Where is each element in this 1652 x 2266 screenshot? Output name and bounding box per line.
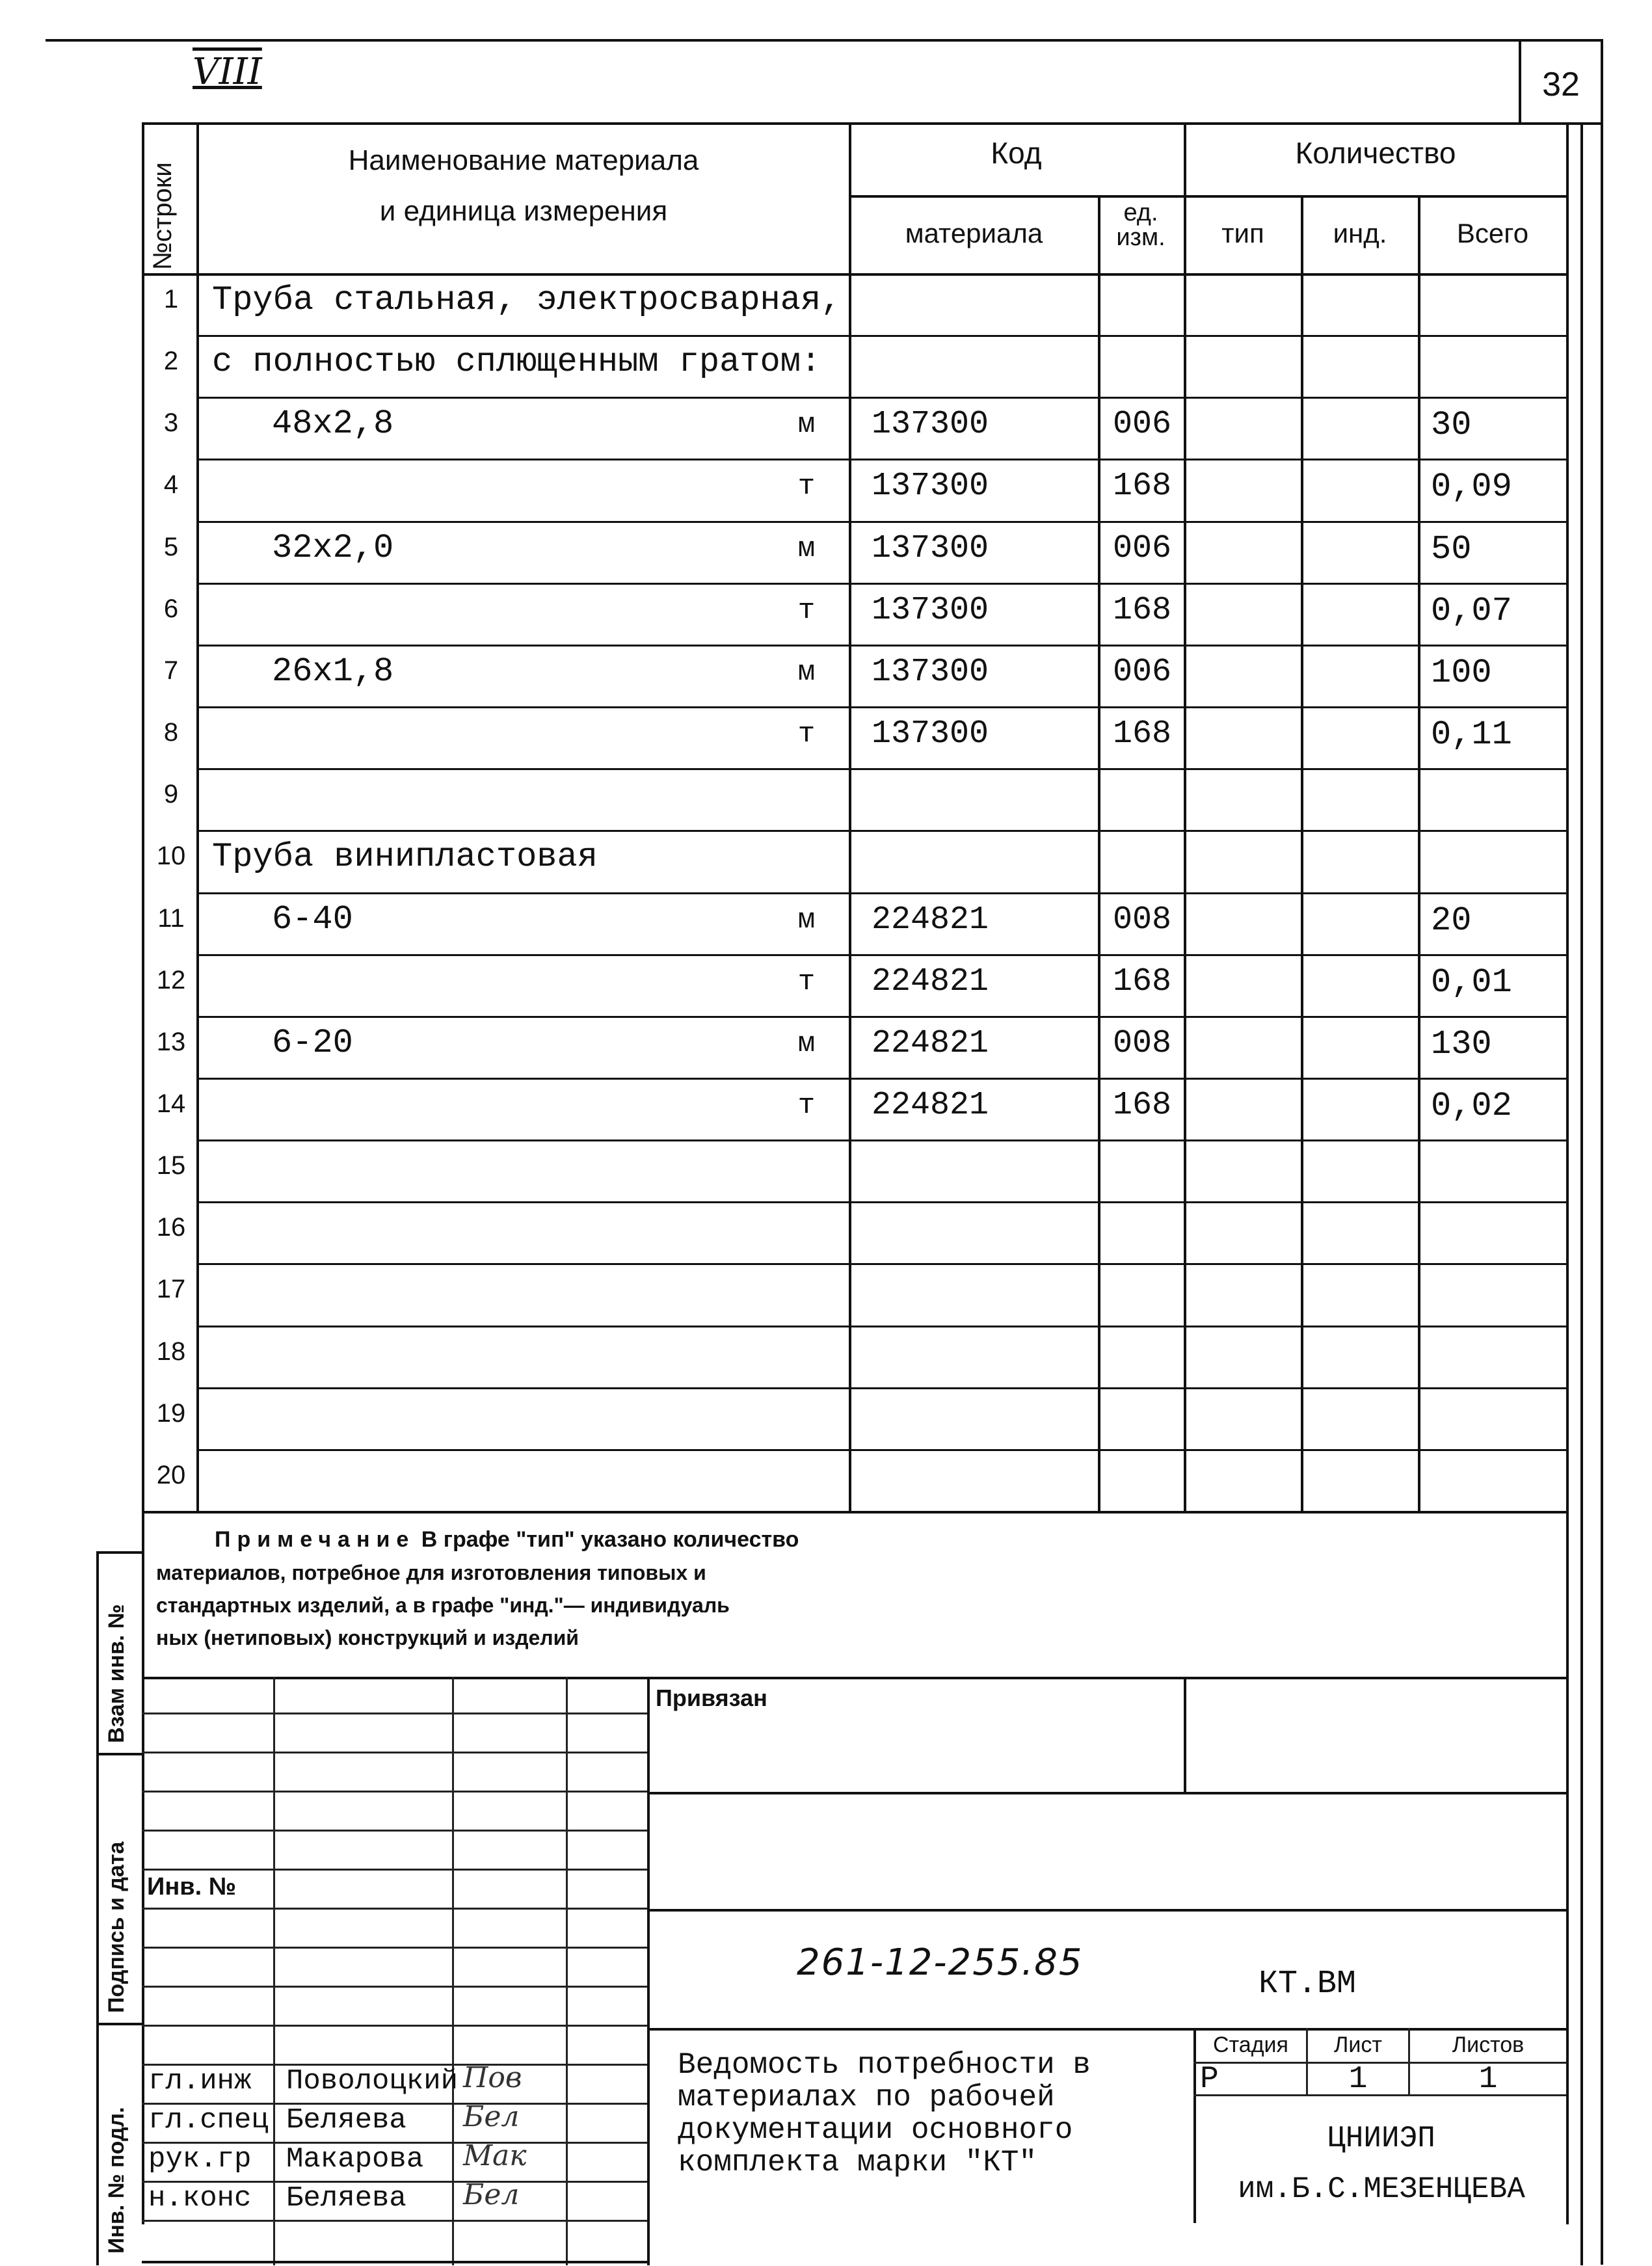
row-number: 14 xyxy=(156,1089,186,1118)
row-number: 2 xyxy=(163,347,179,375)
unit-code: 008 xyxy=(1112,901,1171,939)
right-border xyxy=(1601,40,1603,2265)
row-separator xyxy=(196,583,1566,585)
signer-role: рук.гр xyxy=(148,2143,252,2176)
unit-code: 008 xyxy=(1112,1025,1171,1062)
note-line-3: стандартных изделий, а в графе "инд."— индивидуаль xyxy=(156,1593,730,1617)
unit-code: 168 xyxy=(1112,715,1171,753)
row-number: 12 xyxy=(156,966,186,994)
grid-line xyxy=(142,2220,647,2222)
grid-line xyxy=(142,1947,647,1949)
grid-line xyxy=(452,1677,454,2265)
title-line xyxy=(647,1909,1566,1912)
total-quantity: 0,11 xyxy=(1431,715,1512,754)
row-number: 11 xyxy=(157,904,185,933)
grid-line xyxy=(142,1791,647,1793)
grid-line xyxy=(142,1986,647,1988)
note-lead: Примечание xyxy=(215,1527,416,1552)
material-code: 224821 xyxy=(872,1025,989,1062)
row-separator xyxy=(196,1140,1566,1141)
row-separator xyxy=(196,954,1566,956)
row-number: 17 xyxy=(156,1275,186,1303)
total-quantity: 0,01 xyxy=(1431,963,1512,1002)
unit-of-measure: т xyxy=(797,470,816,503)
row-separator xyxy=(196,1326,1566,1327)
signer-role: гл.спец xyxy=(148,2104,269,2137)
total-header: Всего xyxy=(1456,218,1529,248)
material-name: 32х2,0 xyxy=(272,529,394,567)
unit-of-measure: т xyxy=(797,1089,816,1122)
unit-of-measure: т xyxy=(797,718,816,751)
stage-label: Стадия xyxy=(1213,2033,1288,2057)
signer-name: Беляева xyxy=(286,2104,406,2137)
name-header-1: Наименование материала xyxy=(348,144,699,176)
stage-value: Р xyxy=(1200,2062,1219,2097)
row-separator xyxy=(196,1449,1566,1451)
document-mark: КТ.ВМ xyxy=(1259,1966,1357,2003)
title-line-4: комплекта марки "КТ" xyxy=(678,2146,1037,2179)
col-line xyxy=(1418,195,1420,1511)
title-block-divider xyxy=(647,1677,650,2265)
inv-no-label: Инв. № xyxy=(147,1873,237,1900)
ind-header: инд. xyxy=(1333,218,1387,248)
material-name: Труба винипластовая xyxy=(212,838,598,876)
note-line-4: ных (нетиповых) конструкций и изделий xyxy=(156,1626,579,1649)
unit-code: 168 xyxy=(1112,1087,1171,1124)
sheets-value: 1 xyxy=(1478,2062,1498,2097)
privyazan-divider xyxy=(1184,1677,1186,1794)
col-line xyxy=(1098,195,1100,1511)
grid-line xyxy=(566,1677,568,2265)
material-name: 6-20 xyxy=(272,1024,353,1062)
document-number: 261-12-255.85 xyxy=(797,1941,1084,1984)
row-number: 10 xyxy=(156,842,186,870)
signature: Мак xyxy=(463,2139,527,2172)
unit-of-measure: м xyxy=(797,533,816,565)
note-text-1: В графе "тип" указано количество xyxy=(421,1527,799,1552)
title-line-2: материалах по рабочей xyxy=(678,2081,1055,2114)
unit-code: 006 xyxy=(1112,654,1171,691)
material-name: 26х1,8 xyxy=(272,652,394,691)
signer-role: гл.инж xyxy=(148,2065,252,2098)
document-title xyxy=(678,2049,1091,2179)
signer-name: Поволоцкий xyxy=(286,2065,459,2098)
row-number: 20 xyxy=(156,1461,186,1489)
organization-line-1: ЦНИИЭП xyxy=(1327,2122,1435,2155)
signature: Бел xyxy=(463,2100,520,2133)
grid-line xyxy=(142,1869,647,1871)
row-number-header: №строки xyxy=(148,162,177,270)
material-name: 6-40 xyxy=(272,900,353,939)
row-number: 15 xyxy=(156,1151,186,1180)
row-number: 1 xyxy=(163,285,179,313)
row-separator xyxy=(196,1016,1566,1018)
material-code: 137300 xyxy=(872,530,989,567)
grid-line xyxy=(273,1677,275,2265)
row-number: 6 xyxy=(163,594,179,623)
signer-name: Макарова xyxy=(286,2143,424,2176)
grid-line xyxy=(142,1752,647,1753)
stage-col-line xyxy=(1408,2028,1410,2094)
material-code: 137300 xyxy=(872,654,989,691)
title-line xyxy=(647,1792,1566,1794)
outer-right xyxy=(1580,122,1583,2265)
unit-of-measure: м xyxy=(797,408,816,441)
row-separator xyxy=(196,1078,1566,1080)
material-code: 137300 xyxy=(872,592,989,629)
row-number: 8 xyxy=(163,718,179,747)
total-quantity: 0,09 xyxy=(1431,468,1512,506)
row-separator xyxy=(196,335,1566,337)
side-strip-line xyxy=(96,2023,143,2025)
side-strip-left xyxy=(96,1551,99,2265)
grid-line xyxy=(142,1908,647,1910)
row-separator xyxy=(196,645,1566,646)
title-line xyxy=(1193,2028,1196,2223)
grid-line xyxy=(142,1713,647,1714)
vzam-inv-label: Взам инв. № xyxy=(104,1604,129,1743)
grid-line xyxy=(142,2025,647,2027)
sheet-label: Лист xyxy=(1334,2033,1382,2057)
material-code: 224821 xyxy=(872,963,989,1000)
album-mark: VIII xyxy=(193,51,262,93)
table-right xyxy=(1566,122,1569,2224)
material-code: 224821 xyxy=(872,1087,989,1124)
table-top xyxy=(142,122,1566,125)
material-name: 48х2,8 xyxy=(272,405,394,443)
total-quantity: 0,07 xyxy=(1431,592,1512,630)
stage-col-line xyxy=(1306,2028,1308,2094)
col-line xyxy=(1184,122,1186,1511)
row-separator xyxy=(196,706,1566,708)
podpis-data-label: Подпись и дата xyxy=(104,1841,129,2013)
signer-role: н.конс xyxy=(148,2182,252,2215)
sheet-value: 1 xyxy=(1348,2062,1368,2097)
unit-code: 006 xyxy=(1112,406,1171,443)
total-quantity: 50 xyxy=(1431,530,1472,568)
material-name: с полностью сплющенным гратом: xyxy=(212,343,821,381)
row-separator xyxy=(196,768,1566,770)
sheets-label: Листов xyxy=(1452,2033,1525,2057)
title-line-3: документации основного xyxy=(678,2113,1073,2147)
total-quantity: 100 xyxy=(1431,654,1492,692)
page-number: 32 xyxy=(1542,66,1580,103)
unit-code: 168 xyxy=(1112,963,1171,1000)
privyazan-label: Привязан xyxy=(656,1685,767,1711)
row-number: 13 xyxy=(156,1028,186,1056)
unit-code: 006 xyxy=(1112,530,1171,567)
row-separator xyxy=(196,521,1566,523)
material-code: 137300 xyxy=(872,468,989,505)
col-line xyxy=(849,122,851,1511)
unit-of-measure: м xyxy=(797,656,816,689)
material-code: 137300 xyxy=(872,406,989,443)
row-number: 18 xyxy=(156,1337,186,1366)
row-separator xyxy=(196,1201,1566,1203)
note-line-1 xyxy=(215,1527,799,1553)
title-block-bottom-left xyxy=(142,2261,649,2263)
col-line xyxy=(1301,195,1303,1511)
unit-of-measure: м xyxy=(797,904,816,937)
row-separator xyxy=(196,830,1566,832)
code-header: Код xyxy=(991,136,1042,170)
row-separator xyxy=(196,892,1566,894)
row-number: 5 xyxy=(163,533,179,561)
material-code: 137300 xyxy=(872,715,989,753)
total-quantity: 0,02 xyxy=(1431,1087,1512,1125)
material-name: Труба стальная, электросварная, xyxy=(212,281,842,319)
unit-of-measure: т xyxy=(797,966,816,998)
row-separator xyxy=(196,1263,1566,1265)
side-strip-line xyxy=(96,1551,143,1554)
name-header-2: и единица измерения xyxy=(379,195,668,227)
row-separator xyxy=(196,397,1566,399)
title-line xyxy=(647,2028,1566,2031)
material-header: материала xyxy=(905,218,1043,248)
row-number: 19 xyxy=(156,1399,186,1428)
organization-line-2: им.Б.С.МЕЗЕНЦЕВА xyxy=(1238,2172,1525,2206)
total-quantity: 30 xyxy=(1431,406,1472,444)
unit-of-measure: м xyxy=(797,1028,816,1060)
title-block-top xyxy=(142,1677,1566,1679)
row-number: 4 xyxy=(163,470,179,499)
signature: Пов xyxy=(463,2061,522,2094)
table-bottom xyxy=(142,1511,1566,1513)
type-header: тип xyxy=(1221,218,1264,248)
material-code: 224821 xyxy=(872,901,989,939)
grid-line xyxy=(142,1830,647,1832)
row-number: 3 xyxy=(163,408,179,437)
inv-podl-label: Инв. № подл. xyxy=(104,2107,129,2254)
unit-header: ед. изм. xyxy=(1116,199,1166,251)
title-line-1: Ведомость потребности в xyxy=(678,2048,1091,2082)
note-line-2: материалов, потребное для изготовления типовых и xyxy=(156,1561,706,1584)
row-number: 16 xyxy=(156,1213,186,1242)
signature: Бел xyxy=(463,2178,520,2211)
page-number-divider xyxy=(1519,40,1521,124)
side-strip-line xyxy=(96,1753,143,1755)
quantity-header: Количество xyxy=(1295,136,1456,170)
row-separator xyxy=(196,1387,1566,1389)
total-quantity: 130 xyxy=(1431,1025,1492,1063)
header-bottom xyxy=(142,273,1566,276)
total-quantity: 20 xyxy=(1431,901,1472,940)
row-separator xyxy=(196,459,1566,460)
header-divider xyxy=(849,195,1567,198)
unit-code: 168 xyxy=(1112,468,1171,505)
row-number: 7 xyxy=(163,656,179,685)
unit-code: 168 xyxy=(1112,592,1171,629)
unit-of-measure: т xyxy=(797,594,816,627)
top-border xyxy=(46,39,1603,42)
row-number: 9 xyxy=(163,780,179,808)
signer-name: Беляева xyxy=(286,2182,406,2215)
